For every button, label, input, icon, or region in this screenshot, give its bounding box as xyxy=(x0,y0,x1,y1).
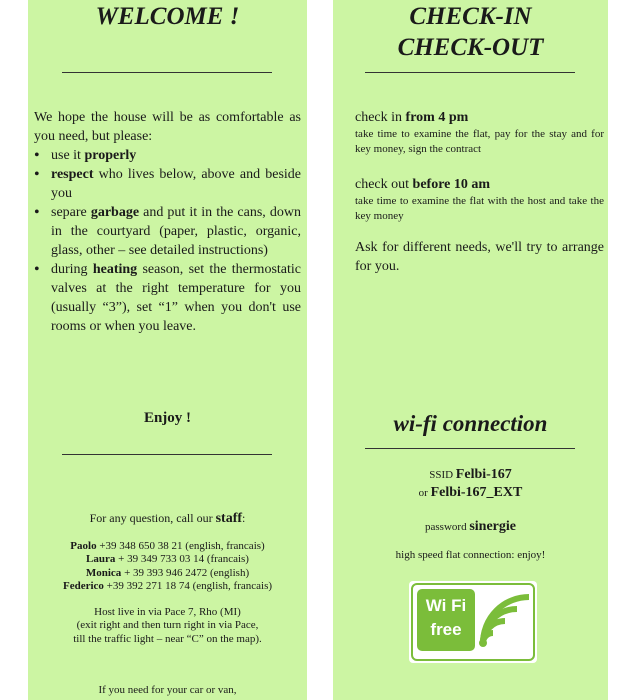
car-note: If you need for your car or van, xyxy=(98,684,237,696)
checkin-detail: take time to examine the flat, pay for the stay and for key money, sign the contract xyxy=(355,128,604,155)
svg-text:Wi Fi: Wi Fi xyxy=(425,596,467,615)
checkin-panel xyxy=(333,0,608,700)
checkout-time: check out before 10 am xyxy=(355,177,491,192)
contact-paolo: Paolo +39 348 650 38 21 (english, francais) xyxy=(70,539,265,552)
list-item: • separe garbage and put it in the cans, down in the courtyard (paper, plastic, organic, glass, other – see detailed instructions) xyxy=(34,203,301,260)
divider xyxy=(365,72,575,73)
rules-list xyxy=(34,146,301,336)
enjoy-text: Enjoy ! xyxy=(143,410,192,426)
list-item: • during heating season, set the thermostatic valves at the right temperature for you (usually “3”), set “1” when you don't use rooms or when you leave. xyxy=(34,260,301,336)
speed-note: high speed flat connection: enjoy! xyxy=(395,549,546,561)
divider xyxy=(62,72,272,73)
divider xyxy=(62,454,272,455)
wifi-title: wi-fi connection xyxy=(393,411,548,436)
svg-text:free: free xyxy=(430,620,462,639)
intro-text: We hope the house will be as comfortable as you need, but please: xyxy=(34,110,301,144)
wifi-free-logo xyxy=(409,581,537,663)
checkout-detail: take time to examine the flat with the host and take the key money xyxy=(355,195,604,222)
divider xyxy=(365,448,575,449)
house-rules xyxy=(34,108,301,336)
list-item: • use it properly xyxy=(34,146,301,165)
list-item: • respect who lives below, above and beside you xyxy=(34,165,301,203)
contact-federico: Federico +39 392 271 18 74 (english, francais) xyxy=(62,580,273,592)
welcome-panel xyxy=(28,0,307,700)
ask-note: Ask for different needs, we'll try to arrange for you. xyxy=(355,240,604,274)
wifi-ssid: SSID Felbi-167 or Felbi-167_EXT xyxy=(418,467,523,500)
checkout-info xyxy=(355,176,604,224)
wifi-signal-icon xyxy=(413,585,533,659)
wifi-password: password sinergie xyxy=(425,519,516,534)
welcome-title: WELCOME ! xyxy=(95,3,240,30)
staff-contacts xyxy=(34,512,301,646)
checkin-title: CHECK-IN CHECK-OUT xyxy=(397,3,544,61)
contact-monica: Monica + 39 393 946 2472 (english) xyxy=(85,566,250,579)
host-address: Host live in via Pace 7, Rho (MI) (exit right and then turn right in via Pace, till the traffic light – near “C” on the map). xyxy=(73,605,262,645)
checkin-time: check in from 4 pm xyxy=(355,110,469,125)
contact-laura: Laura + 39 349 733 03 14 (francais) xyxy=(86,553,249,565)
question-line: For any question, call our staff: xyxy=(89,511,246,526)
checkin-info xyxy=(355,109,604,157)
